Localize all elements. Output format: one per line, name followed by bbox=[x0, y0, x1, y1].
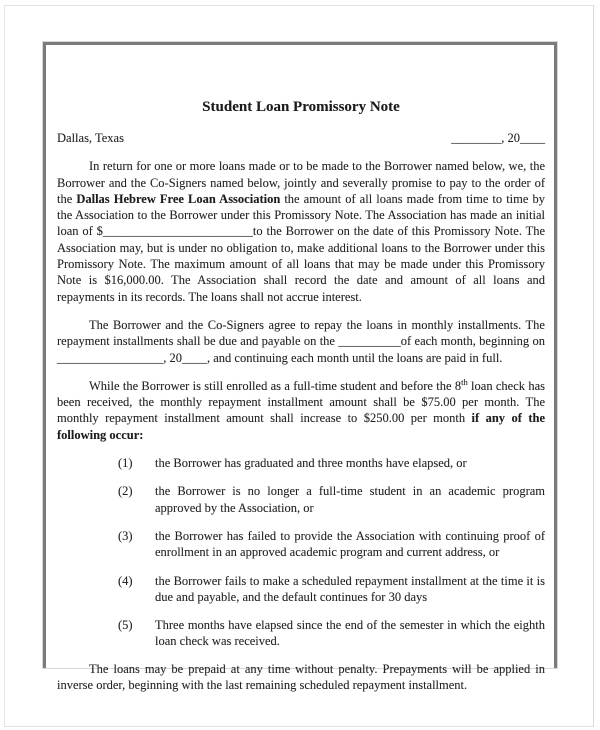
date-blank-group bbox=[451, 130, 545, 146]
paragraph-installment-amounts bbox=[57, 378, 545, 443]
conditions-list bbox=[57, 455, 545, 650]
p2-text-2: of each month, beginning on bbox=[400, 334, 545, 349]
conditions-lead-in: if any of the following occur: bbox=[57, 411, 545, 442]
p1-text-3: to the Borrower on the date of this Promissory Note. The Association may, but is under no obligation to, make additional loans to the Borrower under this Promissory Note. The maximum amount of all loans that may be made under this Promissory Note is $16,000.00. The Association shall record the date and amount of all loans and repayments in its records. The loans shall not accrue interest. bbox=[57, 224, 546, 304]
condition-text: Three months have elapsed since the end of the semester in which the eighth loan check was received. bbox=[155, 618, 545, 649]
condition-text: the Borrower fails to make a scheduled repayment installment at the time it is due and payable, and the default continues for 30 days bbox=[155, 573, 545, 604]
condition-text: the Borrower has graduated and three months have elapsed, or bbox=[155, 456, 467, 471]
begin-date-blank: _________________ bbox=[57, 350, 164, 365]
begin-year-blank: ____ bbox=[182, 350, 207, 365]
condition-item-4 bbox=[57, 573, 545, 606]
due-day-blank: __________ bbox=[338, 334, 401, 349]
condition-text: the Borrower is no longer a full-time student in an academic program approved by the Association, or bbox=[155, 484, 545, 515]
condition-number: (3) bbox=[118, 528, 133, 543]
promissory-note-document bbox=[43, 42, 557, 693]
year-prefix: , 20 bbox=[501, 131, 520, 145]
paragraph-repayment-schedule bbox=[57, 317, 545, 366]
ordinal-superscript: th bbox=[461, 376, 468, 387]
association-name: Dallas Hebrew Free Loan Association bbox=[76, 191, 281, 206]
condition-number: (2) bbox=[118, 484, 133, 499]
condition-number: (5) bbox=[118, 618, 133, 633]
p3-text-1: While the Borrower is still enrolled as a full-time student and before the 8 bbox=[89, 378, 462, 393]
condition-item-2 bbox=[57, 483, 545, 516]
date-blank-line: ________ bbox=[451, 131, 502, 145]
document-title: Student Loan Promissory Note bbox=[202, 99, 400, 115]
year-blank-line: ____ bbox=[520, 131, 545, 145]
place-label: Dallas, Texas bbox=[57, 131, 124, 145]
initial-loan-amount-blank: ________________________ bbox=[102, 224, 253, 239]
p2-text-1: The Borrower and the Co-Signers agree to repay the loans in monthly installments. The repayment installments shall be due and payable on the bbox=[57, 317, 545, 349]
dateline-row bbox=[57, 130, 545, 146]
condition-number: (4) bbox=[118, 573, 133, 588]
paragraph-prepayment: The loans may be prepaid at any time without penalty. Prepayments will be applied in inverse order, beginning with the last remaining scheduled repayment installment. bbox=[57, 661, 545, 693]
p2-text-3: , 20 bbox=[163, 350, 182, 365]
p1-text-2: the amount of all loans made from time to time by the Association to the Borrower under this Promissory Note. The Association has made an initial loan of $ bbox=[57, 191, 545, 239]
paragraph-loan-terms bbox=[57, 158, 545, 305]
condition-item-1 bbox=[57, 455, 545, 471]
condition-item-5 bbox=[57, 617, 545, 650]
p2-text-4: , and continuing each month until the loans are paid in full. bbox=[207, 350, 503, 365]
p3-text-2: loan check has been received, the monthly repayment installment amount shall be $75.00 per month. The monthly repayment installment amount shall increase to $250.00 per month bbox=[57, 378, 545, 426]
condition-number: (1) bbox=[118, 456, 133, 471]
condition-item-3 bbox=[57, 528, 545, 561]
condition-text: the Borrower has failed to provide the Association with continuing proof of enrollment in an approved academic program and current address, or bbox=[155, 528, 545, 560]
p1-text-1: In return for one or more loans made or to be made to the Borrower named below, we, the Borrower and the Co-Signers named below, jointly and severally promise to pay to the order of the bbox=[57, 159, 545, 206]
